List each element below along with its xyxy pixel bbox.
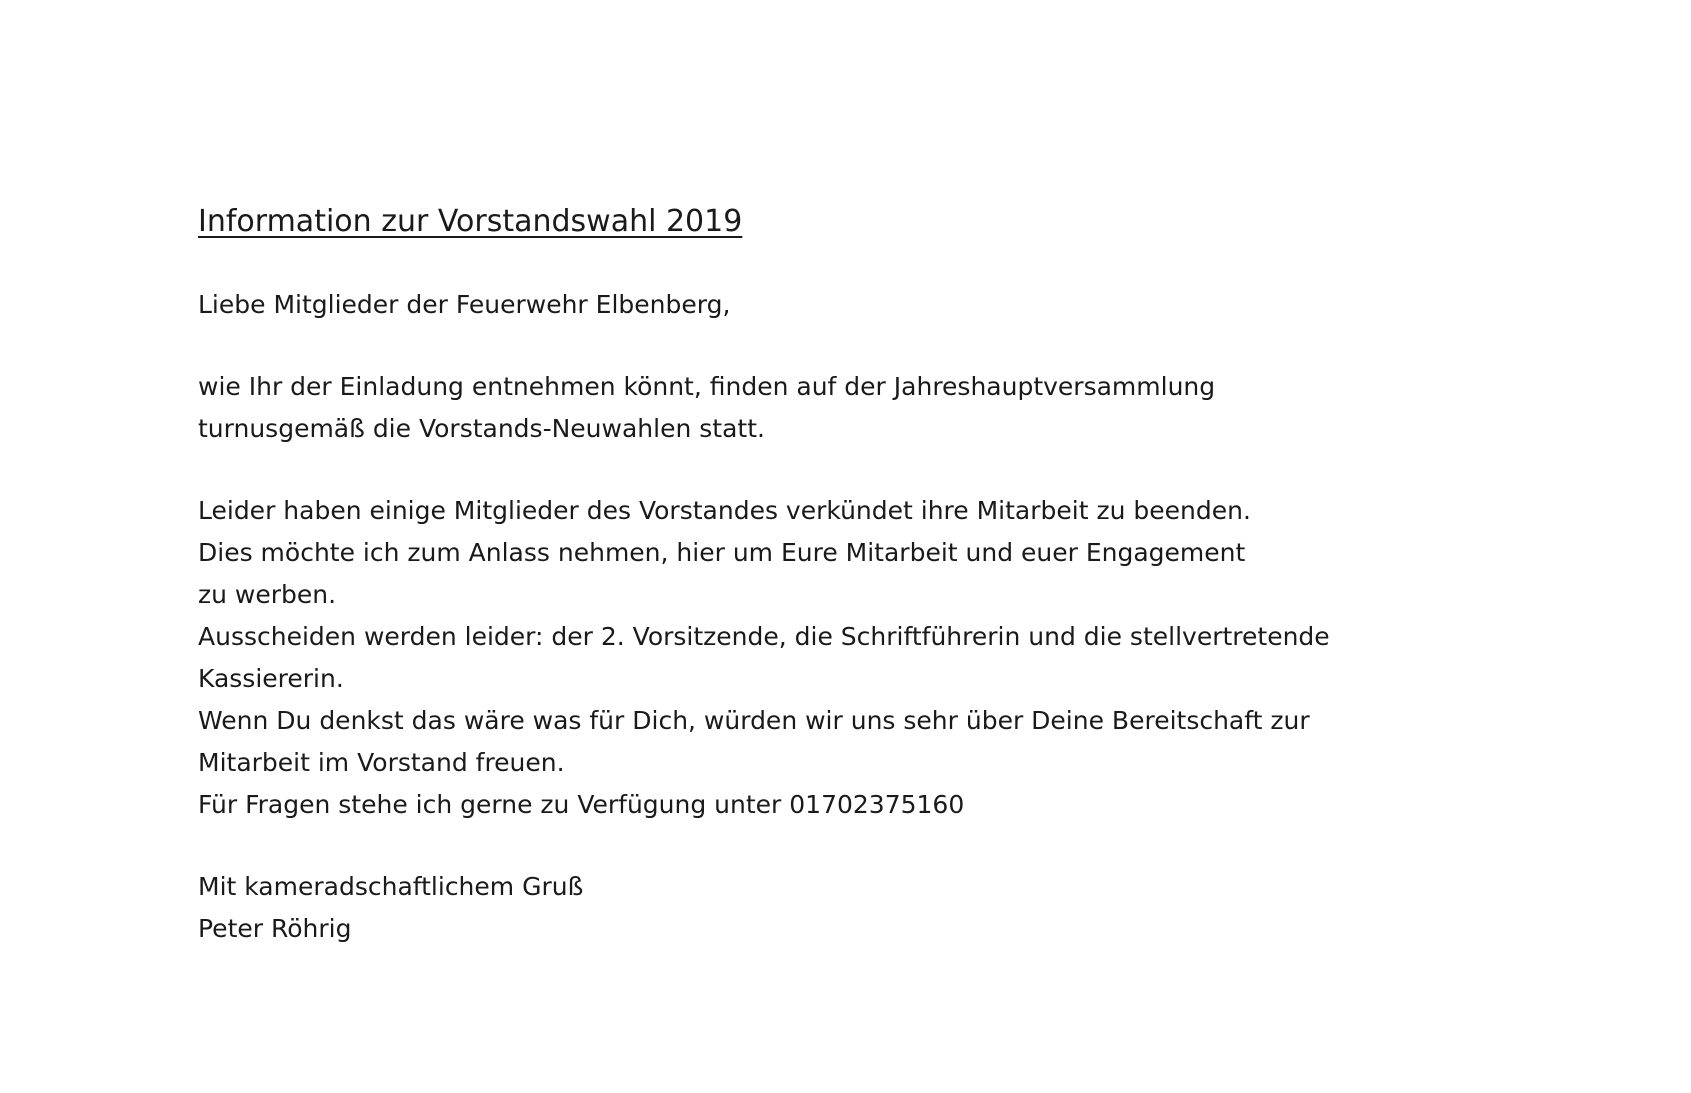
paragraph-line: Ausscheiden werden leider: der 2. Vorsitzende, die Schriftführerin und die stellvertretende	[198, 622, 1330, 651]
spacer	[198, 326, 1498, 366]
contact-line: Für Fragen stehe ich gerne zu Verfügung unter 01702375160	[198, 790, 965, 819]
letter-body	[198, 200, 1498, 950]
spacer	[198, 450, 1498, 490]
paragraph-line: wie Ihr der Einladung entnehmen könnt, finden auf der Jahreshauptversammlung	[198, 372, 1216, 401]
salutation: Liebe Mitglieder der Feuerwehr Elbenberg,	[198, 290, 731, 319]
paragraph-request	[198, 490, 1498, 826]
signature-name: Peter Röhrig	[198, 914, 352, 943]
paragraph-line: Dies möchte ich zum Anlass nehmen, hier um Eure Mitarbeit und euer Engagement	[198, 538, 1246, 567]
paragraph-line: Mitarbeit im Vorstand freuen.	[198, 748, 565, 777]
paragraph-line: Leider haben einige Mitglieder des Vorstandes verkündet ihre Mitarbeit zu beenden.	[198, 496, 1251, 525]
paragraph-announcement	[198, 366, 1498, 450]
spacer	[198, 244, 1498, 284]
spacer	[198, 826, 1498, 866]
closing: Mit kameradschaftlichem Gruß	[198, 872, 584, 901]
paragraph-line: Wenn Du denkst das wäre was für Dich, würden wir uns sehr über Deine Bereitschaft zur	[198, 706, 1310, 735]
paragraph-line: zu werben.	[198, 580, 337, 609]
paragraph-line: turnusgemäß die Vorstands-Neuwahlen statt.	[198, 414, 765, 443]
paragraph-line: Kassiererin.	[198, 664, 344, 693]
document-title: Information zur Vorstandswahl 2019	[198, 204, 743, 239]
